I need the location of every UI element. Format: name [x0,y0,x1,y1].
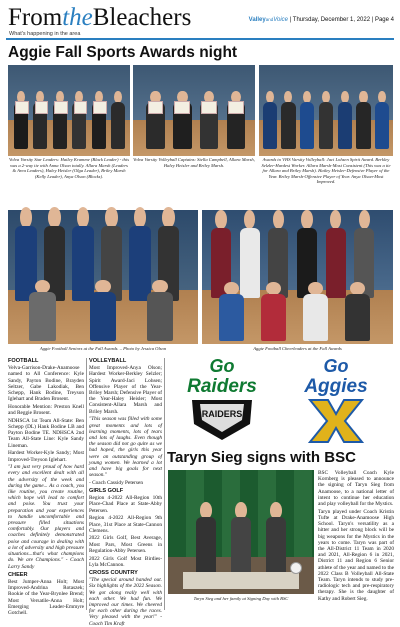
column-divider [164,358,165,610]
volleyball-heading: VOLLEYBALL [89,358,127,364]
aggies-logo [282,354,390,446]
golf-line-3: 2022 Girls Golf, Best Average, Most Pars, Most Greens in Regulation-Abby Petersen. [89,535,162,554]
signing-table [183,572,300,589]
aggies-name-text: Aggies [304,376,368,397]
masthead-the: the [62,4,93,31]
masthead-from: From [8,4,63,31]
golf-heading: GIRLS GOLF [89,488,124,495]
aggies-v-icon [310,400,362,442]
golf-line-2: Region 4-2022 All-Region 9th Place, 31st Place at State-Cannon Clemens. [89,515,162,534]
photo-volleyball-star-leaders [8,65,130,156]
brand-and: and [265,17,274,22]
caption-signing: Taryn Sieg and her family at Signing Day with BSC [193,596,289,601]
photo-football-cheerleaders [202,210,393,344]
cheer-awards: Best Jumper-Anna Holt; Most Improved-Andrina Rotaszek; Rookie of the Year-Brynlee Brend; Most Versatile-Anna Holt; Emerging Leader-Emmyre Gotchell. [8,578,84,616]
masthead-subtitle: What's happening in the area [9,31,81,37]
raiders-go-text: Go [209,356,235,376]
raiders-badge-text: RAIDERS [201,409,243,419]
signing-paragraph-1: BSC Volleyball Coach Kyle Kornberg is pleased to announce the signing of Taryn Sieg from Anamoose, to a national letter of intent to continue her education and play volleyball for the Mystics. [318,470,394,508]
masthead-rule [6,38,394,40]
football-all-conference: Velva-Garrison-Drake-Anamoose named to All Conference: Kyle Sandy, Payton Bodine, Brayden Seltzer, Gabe Lakodiak, Ben Schepp, Hank Bodine, Treyson Iglehart and Braden Brosent. [8,365,84,403]
masthead-title [8,4,191,32]
football-heading: FOOTBALL [8,358,39,364]
page-number: Page 4 [374,17,394,23]
signing-paragraph-2: Taryn played under Coach Kristin Tufte at Drake-Anamoose High School. Taryn's versatility as a hitter and her strong block will be big weapons for the Mystics in the years to come. Taryn was part of the All-District 11 Team in 2020 and 2021, All-Region 6 in 2021, District 11 and Region 6 Senior athlete of the year and named to the 2022 Class B Volleyball All-State Team. Taryn intends to study pre-radiologic tech and pre-respiratory therapy. She is the daughter of Kathy and Robert Sieg. [318,508,394,602]
raiders-logo [170,354,274,446]
signing-article [318,470,394,612]
golf-line-4: 2022 Girls Golf Most Birdies-Lyla McCannon. [89,555,162,568]
caption-captains: Volva Varsity Volleyball Captains: Stella Campbell, Allara Marsh, Haley Heisler and Briley Marsh. [133,157,255,168]
football-quote: "I am just very proud of how hard every and excellent dealt with all the adversity of the week and during the game... As a coach, you like routine, you create routine, which hope will lead to comfort and poise. You trust your preparation and your experiences to handle uncomfortable and pressure filled situations comfortably. Our players and coaches definitely demonstrated poise and courage in dealing with a lot of adversity and high pressure situations...that's what champions do. We are Champions." - Coach Larry Sandy [8,464,84,570]
volleyball-column [89,356,162,627]
brand-voice: Voice [273,17,288,23]
cheer-heading: CHEER [8,571,28,578]
brand-valley: Valley [248,17,266,23]
football-column [8,356,84,616]
issue-date: Thursday, December 1, 2022 [292,17,371,23]
cross-country-heading: CROSS COUNTRY [89,570,138,576]
photo-football-seniors [8,210,198,344]
caption-football-seniors: Aggie Football Seniors at the Fall Awards. – Photo by Jessica Olson [39,346,167,351]
raiders-name-text: Raiders [187,376,257,397]
caption-cheerleaders: Aggie Football Cheerleaders at the Fall Awards [253,346,342,351]
football-awards: Hardest Worker-Kyle Sandy; Most Improved-Treyson Iglehart. [8,450,84,463]
aggies-go-text: Go [323,356,349,376]
cross-country-quote: "The special around handed out. Six highlights of the 2022 Season. We got along really well with each other. We had fun. We improved our times. We cheered for each other during the races. Very pleased with the year!" - Coach Tim Kraft [89,577,162,627]
signing-headline: Taryn Sieg signs with BSC [167,449,356,466]
main-headline: Aggie Fall Sports Awards night [8,44,238,61]
photo-volleyball-captains [133,65,255,156]
volleyball-awards: Most Improved-Anya Olson; Hardest Worker-Berkley Selzler; Spirit Award-Jaci Lohsen; Offensive Player of the Year-Briley Marsh; Defensive Player of the Year-Haley Heisler; Most Consistent-Allara Marsh and Briley Marsh. [89,365,162,415]
column-divider [86,358,87,610]
caption-awards: Awards to VHS Varsity Volleyball: Jaci Lohsen Spirit Award. Berkley Selzler-Hardest Worker. Allara Marsh-Most Consistent (This was a tie for Allara and Briley Marsh). Hailey Heisler-Defensive Player of the Year. Briley Marsh-Offensive Player of Year. Anya Olson-Most Improved. [261,157,391,185]
golf-line-1: Region 4-2022 All-Region 10th Place-Chad Place at State-Abby Petersen. [89,495,162,514]
volleyball-quote-by: - Coach Cassidy Petersen [89,479,143,486]
masthead-bleachers: Bleachers [92,4,192,31]
football-honorable-mention: Honorable Mention: Preston Knell and Reggie Brosent. [8,403,84,417]
volleyball-quote: "This season was filled with some great moments and lots of learning moments, lots of tears and lots of laughs. Even though the season did not go quite as we had hoped, the girls this year were an outstanding group of young women. We learned a lot and have big goals for next season." [89,416,162,479]
masthead-issue-info: ValleyandVoice | Thursday, December 1, 2022 | Page 4 [248,17,394,23]
football-all-state: NDHSCA 1st Team All-State: Ben Schepp (DL) Hank Bodine LB and Payton Bodine TE. NDHSCA 2nd Team All-State Line: Kyle Sandy Lineman. [8,417,84,449]
caption-star-leaders: Volva Varsity Star Leaders: Hailey Kramme (Black Leader) - this was a 2-way tie with Anna Olson totally. Allara Marsh (Leaders & Area Leaders), Haley Heisler (Olga Leader), Briley Marsh (Kelly Leader), Anya Olson (Blocks). [8,157,130,179]
photo-volleyball-awards [259,65,393,156]
photo-taryn-sieg-signing [168,470,314,594]
masthead [6,4,394,40]
